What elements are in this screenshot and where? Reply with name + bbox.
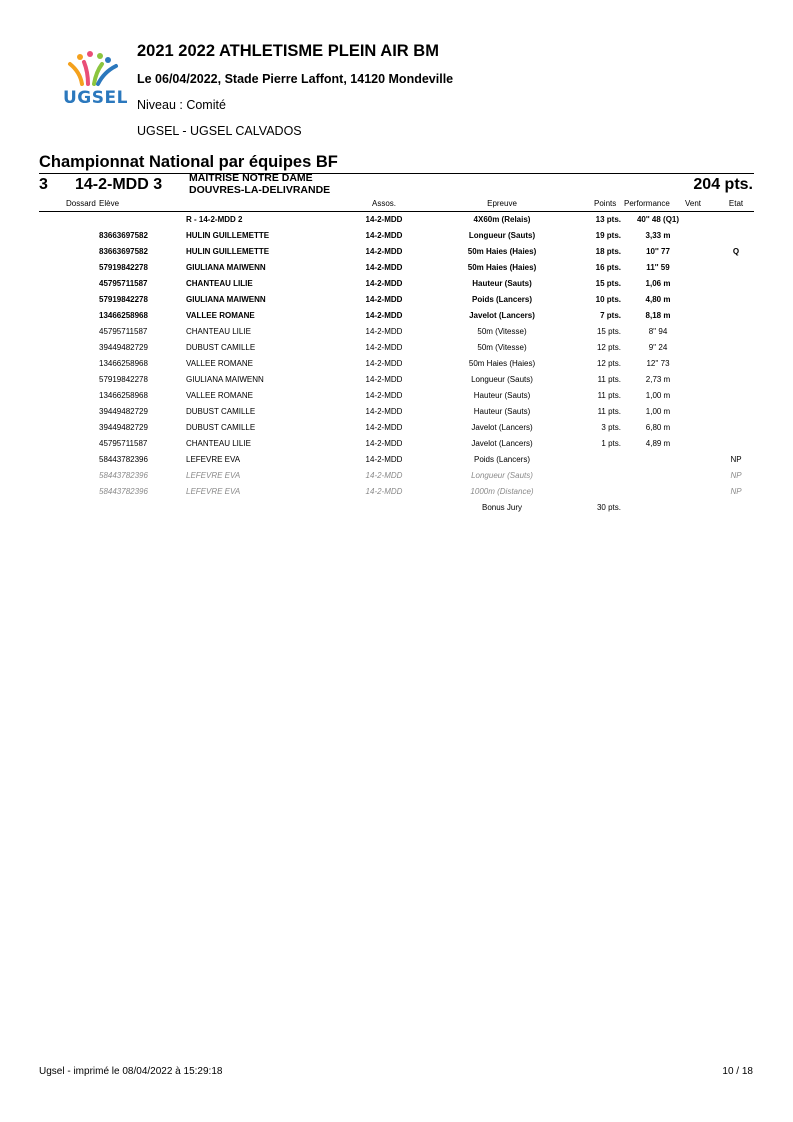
table-row: [0, 247, 793, 263]
team-rank: 3: [39, 176, 48, 193]
association-cell: 14-2-MDD: [365, 487, 403, 496]
table-row: [0, 503, 793, 519]
association-cell: 14-2-MDD: [365, 343, 403, 352]
association-cell: 14-2-MDD: [365, 471, 403, 480]
table-row: [0, 471, 793, 487]
col-header-performance: Performance: [624, 199, 670, 208]
points-cell: 16 pts.: [595, 263, 621, 272]
dossard-cell: 58443782396: [99, 471, 148, 480]
event-cell: 50m Haies (Haies): [467, 247, 537, 256]
association-cell: 14-2-MDD: [365, 391, 403, 400]
points-cell: 19 pts.: [595, 231, 621, 240]
event-cell: 1000m (Distance): [470, 487, 534, 496]
student-name-cell: LEFEVRE EVA: [186, 455, 241, 464]
dossard-cell: 45795711587: [99, 327, 148, 336]
divider: [39, 173, 754, 174]
performance-cell: 3,33 m: [645, 231, 671, 240]
event-cell: Longueur (Sauts): [468, 231, 536, 240]
student-name-cell: GIULIANA MAIWENN: [186, 295, 266, 304]
student-name-cell: CHANTEAU LILIE: [186, 439, 251, 448]
points-cell: 10 pts.: [595, 295, 621, 304]
points-cell: 3 pts.: [601, 423, 621, 432]
table-row: [0, 423, 793, 439]
points-cell: 1 pts.: [601, 439, 621, 448]
table-row: [0, 231, 793, 247]
performance-cell: 10'' 77: [646, 247, 670, 256]
team-code: 14-2-MDD 3: [75, 176, 163, 193]
table-row: [0, 407, 793, 423]
student-name-cell: GIULIANA MAIWENN: [186, 263, 266, 272]
dossard-cell: 45795711587: [99, 439, 148, 448]
event-cell: 50m Haies (Haies): [468, 359, 536, 368]
association-cell: 14-2-MDD: [365, 263, 403, 272]
dossard-cell: 58443782396: [99, 455, 148, 464]
table-row: [0, 391, 793, 407]
dossard-cell: 39449482729: [99, 407, 148, 416]
col-header-points: Points: [594, 199, 617, 208]
event-cell: Longueur (Sauts): [471, 375, 533, 384]
col-header-dossard: Dossard: [66, 199, 96, 208]
print-timestamp: Ugsel - imprimé le 08/04/2022 à 15:29:18: [39, 1066, 223, 1077]
association-cell: 14-2-MDD: [365, 359, 403, 368]
page-number: 10 / 18: [722, 1066, 753, 1077]
student-name-cell: DUBUST CAMILLE: [186, 423, 256, 432]
championship-title: Championnat National par équipes BF: [39, 153, 338, 171]
association-cell: 14-2-MDD: [365, 327, 403, 336]
performance-cell: 1,00 m: [645, 407, 671, 416]
student-name-cell: GIULIANA MAIWENN: [186, 375, 264, 384]
points-cell: 15 pts.: [595, 279, 621, 288]
event-cell: 4X60m (Relais): [473, 215, 531, 224]
event-cell: 50m (Vitesse): [477, 343, 527, 352]
document-title: 2021 2022 ATHLETISME PLEIN AIR BM: [137, 42, 439, 60]
student-name-cell: R - 14-2-MDD 2: [186, 215, 243, 224]
student-name-cell: VALLEE ROMANE: [186, 391, 253, 400]
points-cell: 11 pts.: [597, 375, 621, 384]
divider: [39, 211, 754, 212]
col-header-epreuve: Epreuve: [487, 199, 517, 208]
event-cell: Javelot (Lancers): [469, 311, 535, 320]
association-cell: 14-2-MDD: [365, 375, 403, 384]
event-cell: Poids (Lancers): [471, 295, 533, 304]
points-cell: 13 pts.: [595, 215, 621, 224]
event-cell: Hauteur (Sauts): [472, 279, 532, 288]
event-cell: Hauteur (Sauts): [473, 407, 531, 416]
table-row: [0, 487, 793, 503]
performance-cell: 1,00 m: [645, 391, 671, 400]
performance-cell: 11'' 59: [646, 263, 670, 272]
dossard-cell: 57919842278: [99, 375, 148, 384]
student-name-cell: HULIN GUILLEMETTE: [186, 231, 270, 240]
table-row: [0, 279, 793, 295]
student-name-cell: CHANTEAU LILIE: [186, 327, 251, 336]
table-row: [0, 375, 793, 391]
logo-text: UGSEL: [63, 88, 128, 108]
points-cell: 12 pts.: [596, 343, 621, 352]
student-name-cell: DUBUST CAMILLE: [186, 343, 256, 352]
student-name-cell: CHANTEAU LILIE: [186, 279, 253, 288]
table-row: [0, 455, 793, 471]
student-name-cell: VALLEE ROMANE: [186, 359, 253, 368]
dossard-cell: 57919842278: [99, 263, 148, 272]
points-cell: 11 pts.: [597, 407, 621, 416]
team-points: 204 pts.: [693, 176, 753, 193]
dossard-cell: 45795711587: [99, 279, 148, 288]
performance-cell: 1,06 m: [645, 279, 671, 288]
association-cell: 14-2-MDD: [365, 439, 403, 448]
dossard-cell: 13466258968: [99, 391, 148, 400]
event-date-location: Le 06/04/2022, Stade Pierre Laffont, 14120 Mondeville: [137, 72, 454, 86]
association-cell: 14-2-MDD: [365, 231, 403, 240]
level-label: Niveau : Comité: [137, 98, 226, 112]
dossard-cell: 83663697582: [99, 247, 148, 256]
association-cell: 14-2-MDD: [365, 247, 403, 256]
performance-cell: 12'' 73: [646, 359, 670, 368]
table-row: [0, 439, 793, 455]
performance-cell: 6,80 m: [645, 423, 671, 432]
table-row: [0, 311, 793, 327]
event-cell: 50m (Vitesse): [477, 327, 527, 336]
event-cell: Javelot (Lancers): [471, 423, 533, 432]
table-row: [0, 263, 793, 279]
table-row: [0, 343, 793, 359]
performance-cell: 9'' 24: [648, 343, 668, 352]
student-name-cell: LEFEVRE EVA: [186, 471, 241, 480]
event-cell: Javelot (Lancers): [471, 439, 533, 448]
association-cell: 14-2-MDD: [365, 311, 403, 320]
points-cell: 12 pts.: [596, 359, 621, 368]
student-name-cell: DUBUST CAMILLE: [186, 407, 256, 416]
points-cell: 15 pts.: [596, 327, 621, 336]
table-row: [0, 215, 793, 231]
table-row: [0, 359, 793, 375]
status-cell: NP: [730, 471, 742, 480]
performance-cell: 40'' 48 (Q1): [636, 215, 680, 224]
dossard-cell: 39449482729: [99, 423, 148, 432]
event-cell: Poids (Lancers): [473, 455, 531, 464]
points-cell: 18 pts.: [595, 247, 621, 256]
school-name-line1: MAITRISE NOTRE DAME: [189, 172, 313, 184]
points-cell: 11 pts.: [597, 391, 621, 400]
school-name: [189, 172, 330, 196]
association-cell: 14-2-MDD: [365, 423, 403, 432]
event-cell: Bonus Jury: [481, 503, 523, 512]
table-row: [0, 327, 793, 343]
dossard-cell: 57919842278: [99, 295, 148, 304]
status-cell: NP: [730, 487, 742, 496]
dossard-cell: 83663697582: [99, 231, 148, 240]
student-name-cell: VALLEE ROMANE: [186, 311, 255, 320]
event-cell: Hauteur (Sauts): [473, 391, 531, 400]
col-header-vent: Vent: [685, 199, 702, 208]
student-name-cell: HULIN GUILLEMETTE: [186, 247, 270, 256]
performance-cell: 8,18 m: [645, 311, 671, 320]
performance-cell: 4,89 m: [645, 439, 671, 448]
student-name-cell: LEFEVRE EVA: [186, 487, 241, 496]
col-header-assos: Assos.: [371, 199, 397, 208]
association-cell: 14-2-MDD: [365, 407, 403, 416]
col-header-eleve: Elève: [99, 199, 120, 208]
association-cell: 14-2-MDD: [365, 279, 403, 288]
event-cell: 50m Haies (Haies): [467, 263, 537, 272]
points-cell: 7 pts.: [600, 311, 621, 320]
table-row: [0, 295, 793, 311]
status-cell: Q: [732, 247, 740, 256]
performance-cell: 4,80 m: [645, 295, 671, 304]
dossard-cell: 13466258968: [99, 359, 148, 368]
association-cell: 14-2-MDD: [365, 215, 403, 224]
dossard-cell: 58443782396: [99, 487, 148, 496]
association-cell: 14-2-MDD: [365, 455, 403, 464]
performance-cell: 8'' 94: [648, 327, 668, 336]
status-cell: NP: [730, 455, 742, 464]
dossard-cell: 13466258968: [99, 311, 148, 320]
school-name-line2: DOUVRES-LA-DELIVRANDE: [189, 184, 331, 196]
event-cell: Longueur (Sauts): [471, 471, 533, 480]
organization-label: UGSEL - UGSEL CALVADOS: [137, 124, 302, 138]
dossard-cell: 39449482729: [99, 343, 148, 352]
performance-cell: 2,73 m: [645, 375, 671, 384]
points-cell: 30 pts.: [596, 503, 621, 512]
col-header-etat: Etat: [728, 199, 744, 208]
association-cell: 14-2-MDD: [365, 295, 403, 304]
